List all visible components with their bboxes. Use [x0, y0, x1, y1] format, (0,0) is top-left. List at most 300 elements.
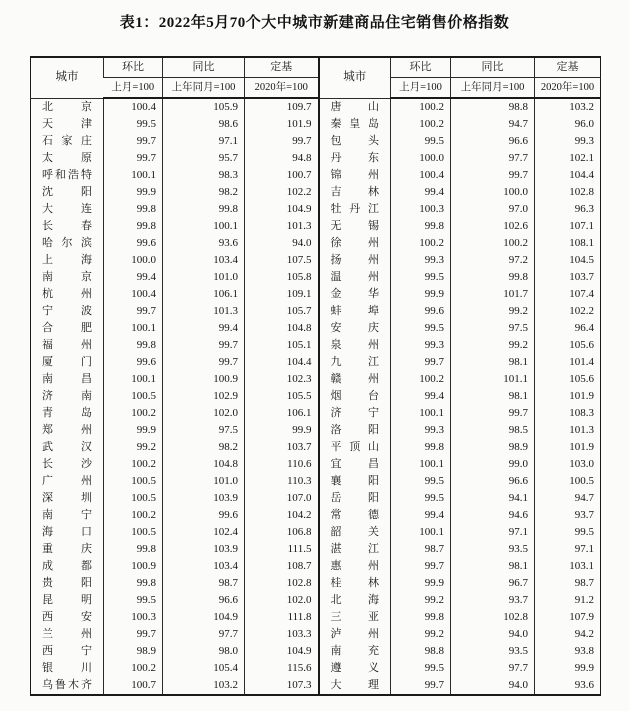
- value-cell: 93.5: [451, 541, 535, 558]
- value-cell: 100.1: [163, 218, 245, 235]
- subheader-base-right: 2020年=100: [535, 78, 601, 99]
- value-cell: 100.2: [391, 116, 451, 133]
- table-row: [31, 473, 601, 490]
- value-cell: 102.8: [245, 575, 319, 592]
- table-row: [31, 184, 601, 201]
- table-row: [31, 490, 601, 507]
- value-cell: 99.5: [104, 116, 163, 133]
- value-cell: 103.0: [535, 456, 601, 473]
- table-row: [31, 456, 601, 473]
- value-cell: 98.1: [451, 388, 535, 405]
- city-cell: 惠 州: [319, 558, 391, 575]
- city-cell: 无 锡: [319, 218, 391, 235]
- value-cell: 98.1: [451, 558, 535, 575]
- city-cell: 呼 和 浩 特: [42, 169, 92, 181]
- value-cell: 99.9: [104, 422, 163, 439]
- value-cell: 106.1: [163, 286, 245, 303]
- value-cell: 104.4: [535, 167, 601, 184]
- value-cell: 100.9: [163, 371, 245, 388]
- value-cell: 99.2: [104, 439, 163, 456]
- table-row: [31, 388, 601, 405]
- city-cell: 广 州: [42, 475, 92, 487]
- value-cell: 91.2: [535, 592, 601, 609]
- value-cell: 109.7: [245, 98, 319, 116]
- table-row: [31, 286, 601, 303]
- value-cell: 100.1: [104, 167, 163, 184]
- value-cell: 99.7: [104, 150, 163, 167]
- value-cell: 93.7: [451, 592, 535, 609]
- value-cell: 105.6: [535, 371, 601, 388]
- city-cell: 长 沙: [42, 458, 92, 470]
- value-cell: 104.8: [163, 456, 245, 473]
- header-base-right: 定基: [535, 57, 601, 78]
- value-cell: 99.7: [245, 133, 319, 150]
- value-cell: 103.4: [163, 558, 245, 575]
- value-cell: 99.8: [104, 541, 163, 558]
- value-cell: 99.2: [391, 626, 451, 643]
- city-cell: 徐 州: [319, 235, 391, 252]
- value-cell: 99.9: [245, 422, 319, 439]
- city-cell: 牡 丹 江: [319, 201, 391, 218]
- city-cell: 三 亚: [319, 609, 391, 626]
- value-cell: 99.5: [391, 269, 451, 286]
- value-cell: 100.9: [104, 558, 163, 575]
- subheader-mom-right: 上月=100: [391, 78, 451, 99]
- city-cell: 大 连: [42, 203, 92, 215]
- value-cell: 110.3: [245, 473, 319, 490]
- city-cell: 厦 门: [42, 356, 92, 368]
- value-cell: 99.6: [391, 303, 451, 320]
- value-cell: 100.2: [104, 456, 163, 473]
- value-cell: 102.4: [163, 524, 245, 541]
- table-row: [31, 541, 601, 558]
- value-cell: 108.7: [245, 558, 319, 575]
- table-row: [31, 201, 601, 218]
- value-cell: 99.8: [104, 575, 163, 592]
- value-cell: 99.9: [535, 660, 601, 677]
- city-cell: 沈 阳: [42, 186, 92, 198]
- city-cell: 金 华: [319, 286, 391, 303]
- value-cell: 99.6: [104, 235, 163, 252]
- value-cell: 102.0: [245, 592, 319, 609]
- value-cell: 99.7: [391, 677, 451, 695]
- value-cell: 107.0: [245, 490, 319, 507]
- value-cell: 101.0: [163, 269, 245, 286]
- value-cell: 99.4: [104, 269, 163, 286]
- value-cell: 104.9: [163, 609, 245, 626]
- value-cell: 99.9: [391, 575, 451, 592]
- value-cell: 103.7: [245, 439, 319, 456]
- city-cell: 岳 阳: [319, 490, 391, 507]
- value-cell: 101.1: [451, 371, 535, 388]
- value-cell: 97.7: [451, 660, 535, 677]
- value-cell: 96.0: [535, 116, 601, 133]
- value-cell: 98.2: [163, 439, 245, 456]
- value-cell: 101.3: [535, 422, 601, 439]
- city-cell: 福 州: [42, 339, 92, 351]
- city-cell: 兰 州: [42, 628, 92, 640]
- value-cell: 98.9: [451, 439, 535, 456]
- value-cell: 99.3: [391, 337, 451, 354]
- value-cell: 100.0: [104, 252, 163, 269]
- value-cell: 107.9: [535, 609, 601, 626]
- value-cell: 97.5: [451, 320, 535, 337]
- city-cell: 太 原: [42, 152, 92, 164]
- table-row: [31, 626, 601, 643]
- value-cell: 108.1: [535, 235, 601, 252]
- value-cell: 99.2: [391, 592, 451, 609]
- value-cell: 98.1: [451, 354, 535, 371]
- value-cell: 104.9: [245, 643, 319, 660]
- table-row: [31, 524, 601, 541]
- table-row: [31, 269, 601, 286]
- value-cell: 99.3: [391, 252, 451, 269]
- price-index-table: [30, 56, 601, 696]
- city-cell: 海 口: [42, 526, 92, 538]
- value-cell: 101.0: [163, 473, 245, 490]
- value-cell: 96.6: [163, 592, 245, 609]
- city-cell: 贵 阳: [42, 577, 92, 589]
- city-cell: 泸 州: [319, 626, 391, 643]
- city-cell: 北 海: [319, 592, 391, 609]
- table-row: [31, 660, 601, 677]
- value-cell: 98.0: [163, 643, 245, 660]
- value-cell: 99.8: [391, 609, 451, 626]
- value-cell: 99.7: [163, 337, 245, 354]
- value-cell: 98.8: [451, 98, 535, 116]
- value-cell: 101.9: [535, 388, 601, 405]
- value-cell: 107.1: [535, 218, 601, 235]
- city-cell: 宁 波: [42, 305, 92, 317]
- value-cell: 99.4: [391, 184, 451, 201]
- header-mom-left: 环比: [104, 57, 163, 78]
- value-cell: 97.2: [451, 252, 535, 269]
- value-cell: 104.5: [535, 252, 601, 269]
- value-cell: 99.9: [104, 184, 163, 201]
- city-cell: 洛 阳: [319, 422, 391, 439]
- value-cell: 103.3: [245, 626, 319, 643]
- value-cell: 100.0: [391, 150, 451, 167]
- value-cell: 100.1: [391, 405, 451, 422]
- table-row: [31, 609, 601, 626]
- city-cell: 南 京: [42, 271, 92, 283]
- value-cell: 100.1: [391, 524, 451, 541]
- value-cell: 103.7: [535, 269, 601, 286]
- value-cell: 98.9: [104, 643, 163, 660]
- value-cell: 100.5: [104, 388, 163, 405]
- value-cell: 99.5: [104, 592, 163, 609]
- value-cell: 96.6: [451, 473, 535, 490]
- table-row: [31, 98, 601, 116]
- header-city-right: 城市: [319, 57, 391, 98]
- value-cell: 100.5: [104, 490, 163, 507]
- city-cell: 锦 州: [319, 167, 391, 184]
- table-row: [31, 218, 601, 235]
- value-cell: 107.3: [245, 677, 319, 695]
- city-cell: 平 顶 山: [319, 439, 391, 456]
- city-cell: 哈 尔 滨: [42, 237, 92, 249]
- city-cell: 烟 台: [319, 388, 391, 405]
- value-cell: 96.6: [451, 133, 535, 150]
- value-cell: 99.4: [163, 320, 245, 337]
- value-cell: 100.1: [391, 456, 451, 473]
- value-cell: 100.4: [104, 98, 163, 116]
- value-cell: 97.1: [535, 541, 601, 558]
- city-cell: 包 头: [319, 133, 391, 150]
- value-cell: 102.2: [245, 184, 319, 201]
- value-cell: 99.5: [391, 473, 451, 490]
- value-cell: 98.5: [451, 422, 535, 439]
- value-cell: 105.9: [163, 98, 245, 116]
- city-cell: 长 春: [42, 220, 92, 232]
- value-cell: 102.1: [535, 150, 601, 167]
- table-row: [31, 507, 601, 524]
- table-row: [31, 592, 601, 609]
- table-row: [31, 371, 601, 388]
- city-cell: 北 京: [42, 100, 92, 113]
- value-cell: 98.7: [391, 541, 451, 558]
- value-cell: 101.7: [451, 286, 535, 303]
- value-cell: 99.2: [451, 303, 535, 320]
- value-cell: 99.4: [391, 507, 451, 524]
- value-cell: 99.7: [104, 303, 163, 320]
- value-cell: 106.1: [245, 405, 319, 422]
- city-cell: 青 岛: [42, 407, 92, 419]
- value-cell: 101.9: [245, 116, 319, 133]
- value-cell: 102.6: [451, 218, 535, 235]
- table-body: [31, 98, 601, 695]
- table-row: [31, 422, 601, 439]
- value-cell: 107.5: [245, 252, 319, 269]
- value-cell: 99.2: [451, 337, 535, 354]
- city-cell: 济 宁: [319, 405, 391, 422]
- value-cell: 105.5: [245, 388, 319, 405]
- value-cell: 93.5: [451, 643, 535, 660]
- value-cell: 99.8: [391, 439, 451, 456]
- value-cell: 94.6: [451, 507, 535, 524]
- header-city-left: 城市: [31, 57, 104, 98]
- value-cell: 98.6: [163, 116, 245, 133]
- value-cell: 93.7: [535, 507, 601, 524]
- city-cell: 遵 义: [319, 660, 391, 677]
- value-cell: 100.2: [391, 235, 451, 252]
- header-yoy-left: 同比: [163, 57, 245, 78]
- city-cell: 上 海: [42, 254, 92, 266]
- value-cell: 100.2: [391, 371, 451, 388]
- value-cell: 100.1: [104, 371, 163, 388]
- subheader-mom-left: 上月=100: [104, 78, 163, 99]
- value-cell: 100.4: [391, 167, 451, 184]
- value-cell: 100.0: [451, 184, 535, 201]
- value-cell: 100.2: [451, 235, 535, 252]
- value-cell: 102.0: [163, 405, 245, 422]
- city-cell: 昆 明: [42, 594, 92, 606]
- value-cell: 111.5: [245, 541, 319, 558]
- value-cell: 99.7: [163, 354, 245, 371]
- table-row: [31, 405, 601, 422]
- value-cell: 99.8: [451, 269, 535, 286]
- city-cell: 杭 州: [42, 288, 92, 300]
- value-cell: 97.7: [163, 626, 245, 643]
- value-cell: 105.1: [245, 337, 319, 354]
- page-title: 表1：2022年5月70个大中城市新建商品住宅销售价格指数: [119, 15, 510, 31]
- value-cell: 100.2: [104, 507, 163, 524]
- city-cell: 九 江: [319, 354, 391, 371]
- city-cell: 武 汉: [42, 441, 92, 453]
- city-cell: 宜 昌: [319, 456, 391, 473]
- table-row: [31, 303, 601, 320]
- value-cell: 102.2: [535, 303, 601, 320]
- table-row: [31, 677, 601, 695]
- value-cell: 94.7: [451, 116, 535, 133]
- city-cell: 赣 州: [319, 371, 391, 388]
- value-cell: 103.4: [163, 252, 245, 269]
- value-cell: 104.8: [245, 320, 319, 337]
- value-cell: 99.6: [163, 507, 245, 524]
- value-cell: 99.8: [104, 201, 163, 218]
- city-cell: 南 宁: [42, 509, 92, 521]
- city-cell: 西 宁: [42, 645, 92, 657]
- header-base-left: 定基: [245, 57, 319, 78]
- value-cell: 102.8: [535, 184, 601, 201]
- city-cell: 天 津: [42, 118, 92, 130]
- value-cell: 99.5: [535, 524, 601, 541]
- value-cell: 99.8: [391, 218, 451, 235]
- value-cell: 94.2: [535, 626, 601, 643]
- value-cell: 97.5: [163, 422, 245, 439]
- city-cell: 桂 林: [319, 575, 391, 592]
- city-cell: 西 安: [42, 611, 92, 623]
- city-cell: 合 肥: [42, 322, 92, 334]
- value-cell: 97.0: [451, 201, 535, 218]
- header-mom-right: 环比: [391, 57, 451, 78]
- city-cell: 济 南: [42, 390, 92, 402]
- value-cell: 105.8: [245, 269, 319, 286]
- value-cell: 99.5: [391, 490, 451, 507]
- value-cell: 111.8: [245, 609, 319, 626]
- value-cell: 101.3: [245, 218, 319, 235]
- value-cell: 115.6: [245, 660, 319, 677]
- value-cell: 93.6: [535, 677, 601, 695]
- value-cell: 109.1: [245, 286, 319, 303]
- value-cell: 97.1: [163, 133, 245, 150]
- value-cell: 101.4: [535, 354, 601, 371]
- value-cell: 104.2: [245, 507, 319, 524]
- value-cell: 99.7: [104, 133, 163, 150]
- city-cell: 乌 鲁 木 齐: [42, 679, 92, 691]
- value-cell: 93.8: [535, 643, 601, 660]
- city-cell: 深 圳: [42, 492, 92, 504]
- value-cell: 99.8: [163, 201, 245, 218]
- value-cell: 101.3: [163, 303, 245, 320]
- value-cell: 94.7: [535, 490, 601, 507]
- table-row: [31, 575, 601, 592]
- city-cell: 吉 林: [319, 184, 391, 201]
- value-cell: 100.5: [104, 524, 163, 541]
- header-yoy-right: 同比: [451, 57, 535, 78]
- value-cell: 102.8: [451, 609, 535, 626]
- value-cell: 99.9: [391, 286, 451, 303]
- value-cell: 101.9: [535, 439, 601, 456]
- value-cell: 99.7: [451, 167, 535, 184]
- city-cell: 大 理: [319, 677, 391, 695]
- value-cell: 99.8: [104, 337, 163, 354]
- value-cell: 95.7: [163, 150, 245, 167]
- table-row: [31, 643, 601, 660]
- city-cell: 丹 东: [319, 150, 391, 167]
- city-cell: 常 德: [319, 507, 391, 524]
- table-row: [31, 558, 601, 575]
- value-cell: 94.1: [451, 490, 535, 507]
- table-row: [31, 354, 601, 371]
- value-cell: 99.4: [391, 388, 451, 405]
- city-cell: 韶 关: [319, 524, 391, 541]
- value-cell: 99.7: [104, 626, 163, 643]
- value-cell: 98.3: [163, 167, 245, 184]
- value-cell: 103.2: [163, 677, 245, 695]
- city-cell: 扬 州: [319, 252, 391, 269]
- value-cell: 103.2: [535, 98, 601, 116]
- city-cell: 郑 州: [42, 424, 92, 436]
- city-cell: 泉 州: [319, 337, 391, 354]
- value-cell: 110.6: [245, 456, 319, 473]
- value-cell: 100.4: [104, 286, 163, 303]
- value-cell: 99.5: [391, 133, 451, 150]
- value-cell: 100.5: [104, 473, 163, 490]
- value-cell: 106.8: [245, 524, 319, 541]
- value-cell: 99.5: [391, 660, 451, 677]
- value-cell: 104.9: [245, 201, 319, 218]
- value-cell: 98.2: [163, 184, 245, 201]
- table-row: [31, 150, 601, 167]
- value-cell: 100.1: [104, 320, 163, 337]
- value-cell: 103.9: [163, 490, 245, 507]
- city-cell: 重 庆: [42, 543, 92, 555]
- value-cell: 99.7: [391, 354, 451, 371]
- city-cell: 南 充: [319, 643, 391, 660]
- value-cell: 97.1: [451, 524, 535, 541]
- value-cell: 102.3: [245, 371, 319, 388]
- city-cell: 成 都: [42, 560, 92, 572]
- value-cell: 100.3: [391, 201, 451, 218]
- value-cell: 107.4: [535, 286, 601, 303]
- table-row: [31, 167, 601, 184]
- value-cell: 100.2: [391, 98, 451, 116]
- subheader-yoy-right: 上年同月=100: [451, 78, 535, 99]
- value-cell: 105.6: [535, 337, 601, 354]
- table-row: [31, 320, 601, 337]
- value-cell: 103.9: [163, 541, 245, 558]
- subheader-yoy-left: 上年同月=100: [163, 78, 245, 99]
- value-cell: 99.3: [535, 133, 601, 150]
- city-cell: 石 家 庄: [42, 135, 92, 147]
- value-cell: 99.7: [451, 405, 535, 422]
- city-cell: 蚌 埠: [319, 303, 391, 320]
- value-cell: 100.3: [104, 609, 163, 626]
- city-cell: 唐 山: [319, 98, 391, 116]
- value-cell: 99.5: [391, 320, 451, 337]
- table-row: [31, 116, 601, 133]
- value-cell: 99.3: [391, 422, 451, 439]
- city-cell: 温 州: [319, 269, 391, 286]
- value-cell: 94.0: [451, 677, 535, 695]
- value-cell: 96.3: [535, 201, 601, 218]
- table-header: [31, 57, 601, 98]
- value-cell: 93.6: [163, 235, 245, 252]
- city-cell: 秦 皇 岛: [319, 116, 391, 133]
- value-cell: 104.4: [245, 354, 319, 371]
- value-cell: 97.7: [451, 150, 535, 167]
